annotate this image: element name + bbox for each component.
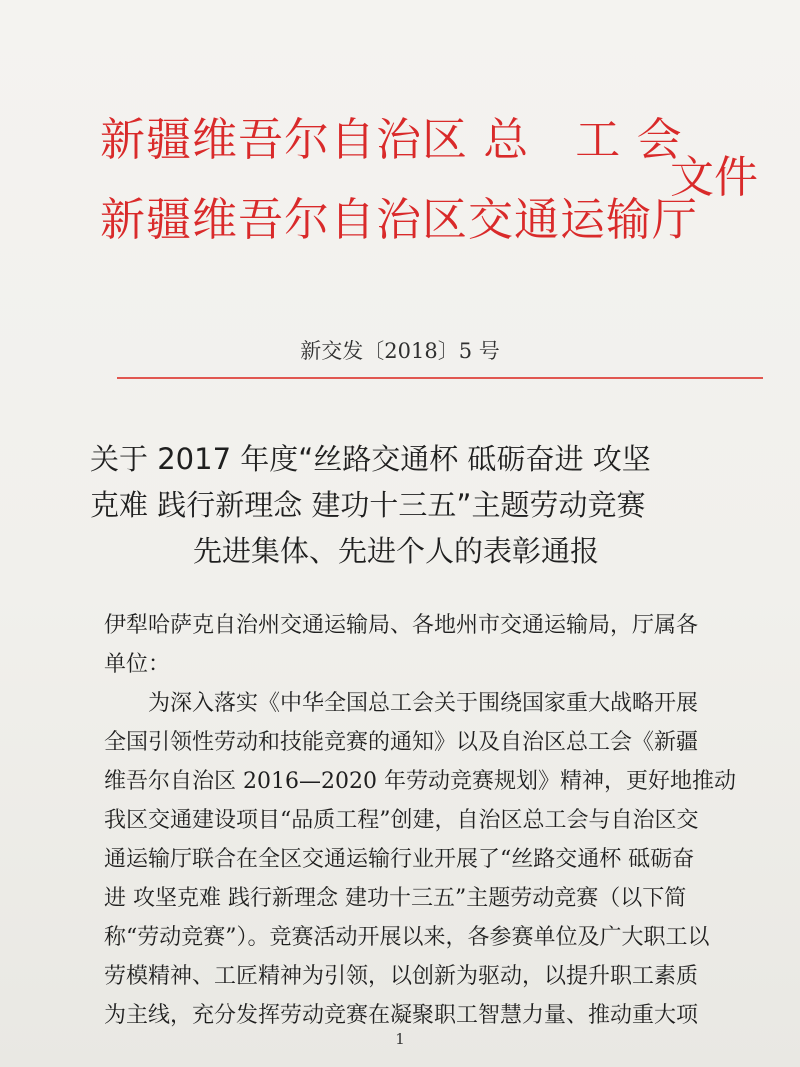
document-header	[100, 108, 790, 268]
document-number: 新交发〔2018〕5 号	[300, 339, 500, 363]
title-line-1: 关于 2017 年度“丝路交通杯 砥砺奋进 攻坚	[90, 442, 651, 476]
title-line-3: 先进集体、先进个人的表彰通报	[193, 534, 600, 568]
page-number: 1	[395, 1030, 405, 1048]
paragraph-line: 进 攻坚克难 践行新理念 建功十三五”主题劳动竞赛（以下简	[104, 886, 687, 911]
document-title	[90, 436, 740, 574]
paragraph-line: 我区交通建设项目“品质工程”创建，自治区总工会与自治区交	[104, 808, 699, 833]
paragraph-line: 称“劳动竞赛”）。竞赛活动开展以来，各参赛单位及广大职工以	[104, 925, 710, 950]
addressee-line: 单位：	[104, 652, 171, 677]
issuing-organization-line-2: 新疆维吾尔自治区交通运输厅	[100, 193, 699, 246]
paragraph-line: 通运输厅联合在全区交通运输行业开展了“丝路交通杯 砥砺奋	[104, 847, 695, 872]
paragraph-line: 维吾尔自治区 2016—2020 年劳动竞赛规划》精神，更好地推动	[104, 769, 736, 794]
paragraph-line: 全国引领性劳动和技能竞赛的通知》以及自治区总工会《新疆	[104, 730, 699, 755]
paragraph-line: 劳模精神、工匠精神为引领，以创新为驱动，以提升职工素质	[104, 964, 699, 989]
title-line-2: 克难 践行新理念 建功十三五”主题劳动竞赛	[90, 488, 646, 522]
paragraph-line: 为主线，充分发挥劳动竞赛在凝聚职工智慧力量、推动重大项	[104, 1003, 699, 1028]
addressee	[104, 606, 744, 684]
paragraph-line: 为深入落实《中华全国总工会关于围绕国家重大战略开展	[148, 691, 699, 716]
red-divider	[117, 377, 763, 379]
issuing-organization-line-1: 新疆维吾尔自治区 总 工 会	[100, 113, 683, 166]
document-body	[104, 606, 744, 1035]
body-paragraph	[104, 684, 744, 1035]
document-type-label: 文件	[670, 152, 758, 203]
addressee-line: 伊犁哈萨克自治州交通运输局、各地州市交通运输局，厅属各	[104, 613, 699, 638]
